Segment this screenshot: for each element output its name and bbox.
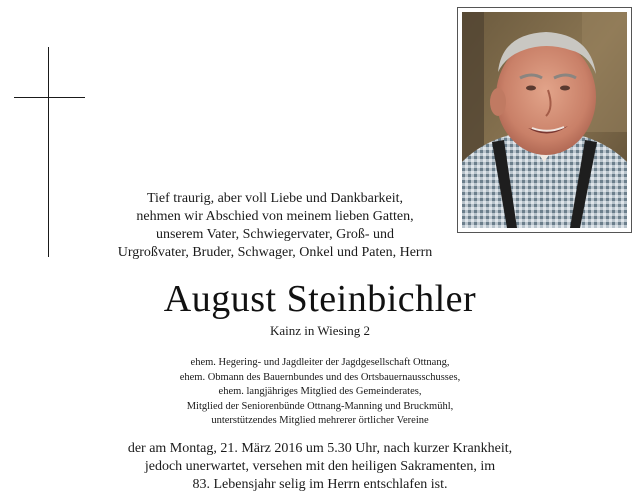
deceased-address: Kainz in Wiesing 2 [270, 323, 370, 338]
portrait-photo [457, 7, 632, 233]
cross-horizontal-bar [14, 97, 85, 98]
deceased-name: August Steinbichler [163, 278, 477, 320]
roles-list: ehem. Hegering- und Jagdleiter der Jagdgesellschaft Ottnang, ehem. Obmann des Bauernbundes und des Ortsbauernausschusses, ehem. langjähriges Mitglied des Gemeinderates, Mitglied der Seniorenbünde Ottnang-Manning und Bruckmühl, unterstützendes Mitglied mehrerer örtlicher Vereine [179, 357, 461, 426]
cross-vertical-bar [48, 47, 49, 257]
portrait-image [462, 12, 627, 228]
intro-text: Tief traurig, aber voll Liebe und Dankbarkeit, nehmen wir Abschied von meinem lieben Gatten, unserem Vater, Schwiegervater, Groß- und Urgroßvater, Bruder, Schwager, Onkel und Paten, Herrn [117, 191, 433, 260]
closing-text: der am Montag, 21. März 2016 um 5.30 Uhr, nach kurzer Krankheit, jedoch unerwartet, versehen mit den heiligen Sakramenten, im 83. Lebensjahr selig im Herrn entschlafen ist. [127, 441, 513, 492]
